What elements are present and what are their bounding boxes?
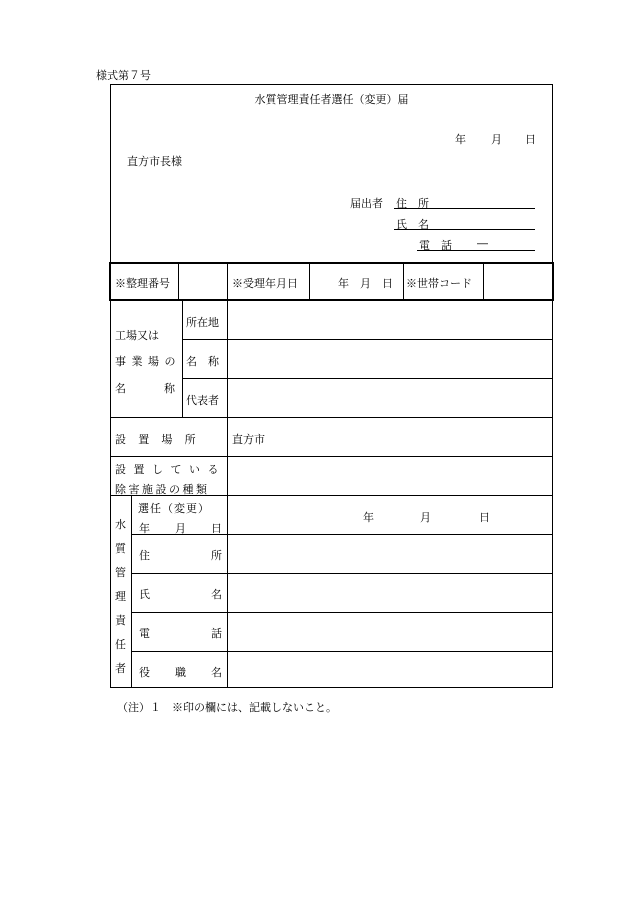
- removal-facility-label-1: 設置している: [115, 463, 226, 476]
- manager-label-char-2: 質: [115, 542, 126, 555]
- facility-group-label-1: 工場又は: [115, 329, 159, 342]
- appointment-year[interactable]: 年: [363, 511, 374, 524]
- notifier-phone-dash: ―: [477, 237, 488, 250]
- notifier-address-label: 住 所: [396, 197, 429, 210]
- appointment-label-month: 月: [175, 522, 186, 535]
- notifier-phone-label: 電 話: [419, 239, 452, 252]
- installation-location-value[interactable]: 直方市: [232, 433, 265, 446]
- date-month-label: 月: [491, 133, 502, 146]
- manager-name-label-a: 氏: [139, 588, 150, 601]
- date-year-label: 年: [455, 133, 466, 146]
- form-number: 様式第７号: [96, 69, 151, 82]
- manager-phone-label-b: 話: [211, 627, 222, 640]
- office-use-row-border: [109, 262, 554, 301]
- manager-address-label-a: 住: [139, 549, 150, 562]
- addressee: 直方市長様: [127, 155, 182, 168]
- manager-address-label-b: 所: [211, 549, 222, 562]
- manager-label-char-5: 責: [115, 614, 126, 627]
- appointment-month[interactable]: 月: [420, 511, 431, 524]
- facility-group-label-3a: 名: [115, 382, 126, 395]
- manager-name-label-b: 名: [211, 588, 222, 601]
- facility-name-label: 名 称: [186, 355, 219, 368]
- received-date-label: ※受理年月日: [232, 277, 298, 290]
- installation-location-label: 設 置 場 所: [115, 433, 197, 446]
- footnote: （注）１ ※印の欄には、記載しないこと。: [117, 701, 337, 714]
- notifier-label: 届出者: [350, 197, 383, 210]
- notifier-name-field[interactable]: [394, 229, 535, 230]
- notifier-address-field[interactable]: [394, 208, 535, 209]
- facility-representative-label: 代表者: [186, 394, 219, 407]
- manager-label-char-4: 理: [115, 590, 126, 603]
- removal-facility-label-2: 除害施設の種類: [115, 483, 210, 496]
- manager-label-char-1: 水: [115, 518, 126, 531]
- facility-location-label: 所在地: [186, 316, 219, 329]
- appointment-label: 選任（変更）: [138, 502, 210, 515]
- facility-group-label-3b: 称: [164, 382, 175, 395]
- manager-position-label-b: 名: [211, 666, 222, 679]
- form-frame: [110, 84, 553, 688]
- notifier-phone-field[interactable]: [417, 250, 535, 251]
- manager-phone-label-a: 電: [139, 627, 150, 640]
- notifier-name-label: 氏 名: [396, 218, 429, 231]
- household-code-label: ※世帯コード: [406, 277, 472, 290]
- appointment-label-day: 日: [211, 522, 222, 535]
- received-date-value: 年 月 日: [338, 277, 393, 290]
- manager-position-label-a: 役: [139, 666, 150, 679]
- facility-group-label-2: 事業場の: [115, 355, 181, 368]
- manager-label-char-6: 任: [115, 638, 126, 651]
- form-title: 水質管理責任者選任（変更）届: [254, 93, 409, 106]
- manager-position-label-mid: 職: [175, 666, 186, 679]
- date-day-label: 日: [525, 133, 536, 146]
- ref-no-label: ※整理番号: [115, 277, 170, 290]
- appointment-label-year: 年: [139, 522, 150, 535]
- manager-label-char-7: 者: [115, 662, 126, 675]
- manager-label-char-3: 管: [115, 566, 126, 579]
- appointment-day[interactable]: 日: [479, 511, 490, 524]
